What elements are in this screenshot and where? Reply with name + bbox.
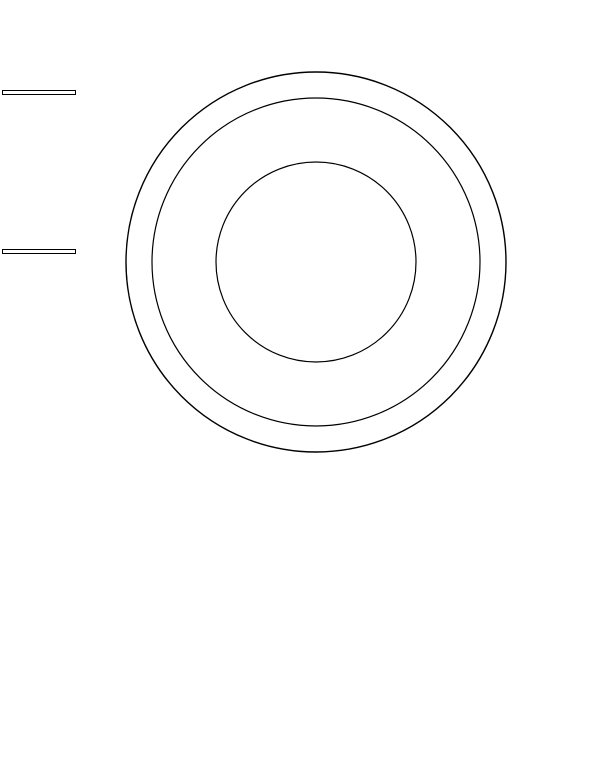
outer-ring — [126, 72, 506, 452]
inner-ring — [216, 162, 416, 362]
aspect-grid — [0, 500, 600, 771]
zodiac-ring — [152, 98, 480, 426]
